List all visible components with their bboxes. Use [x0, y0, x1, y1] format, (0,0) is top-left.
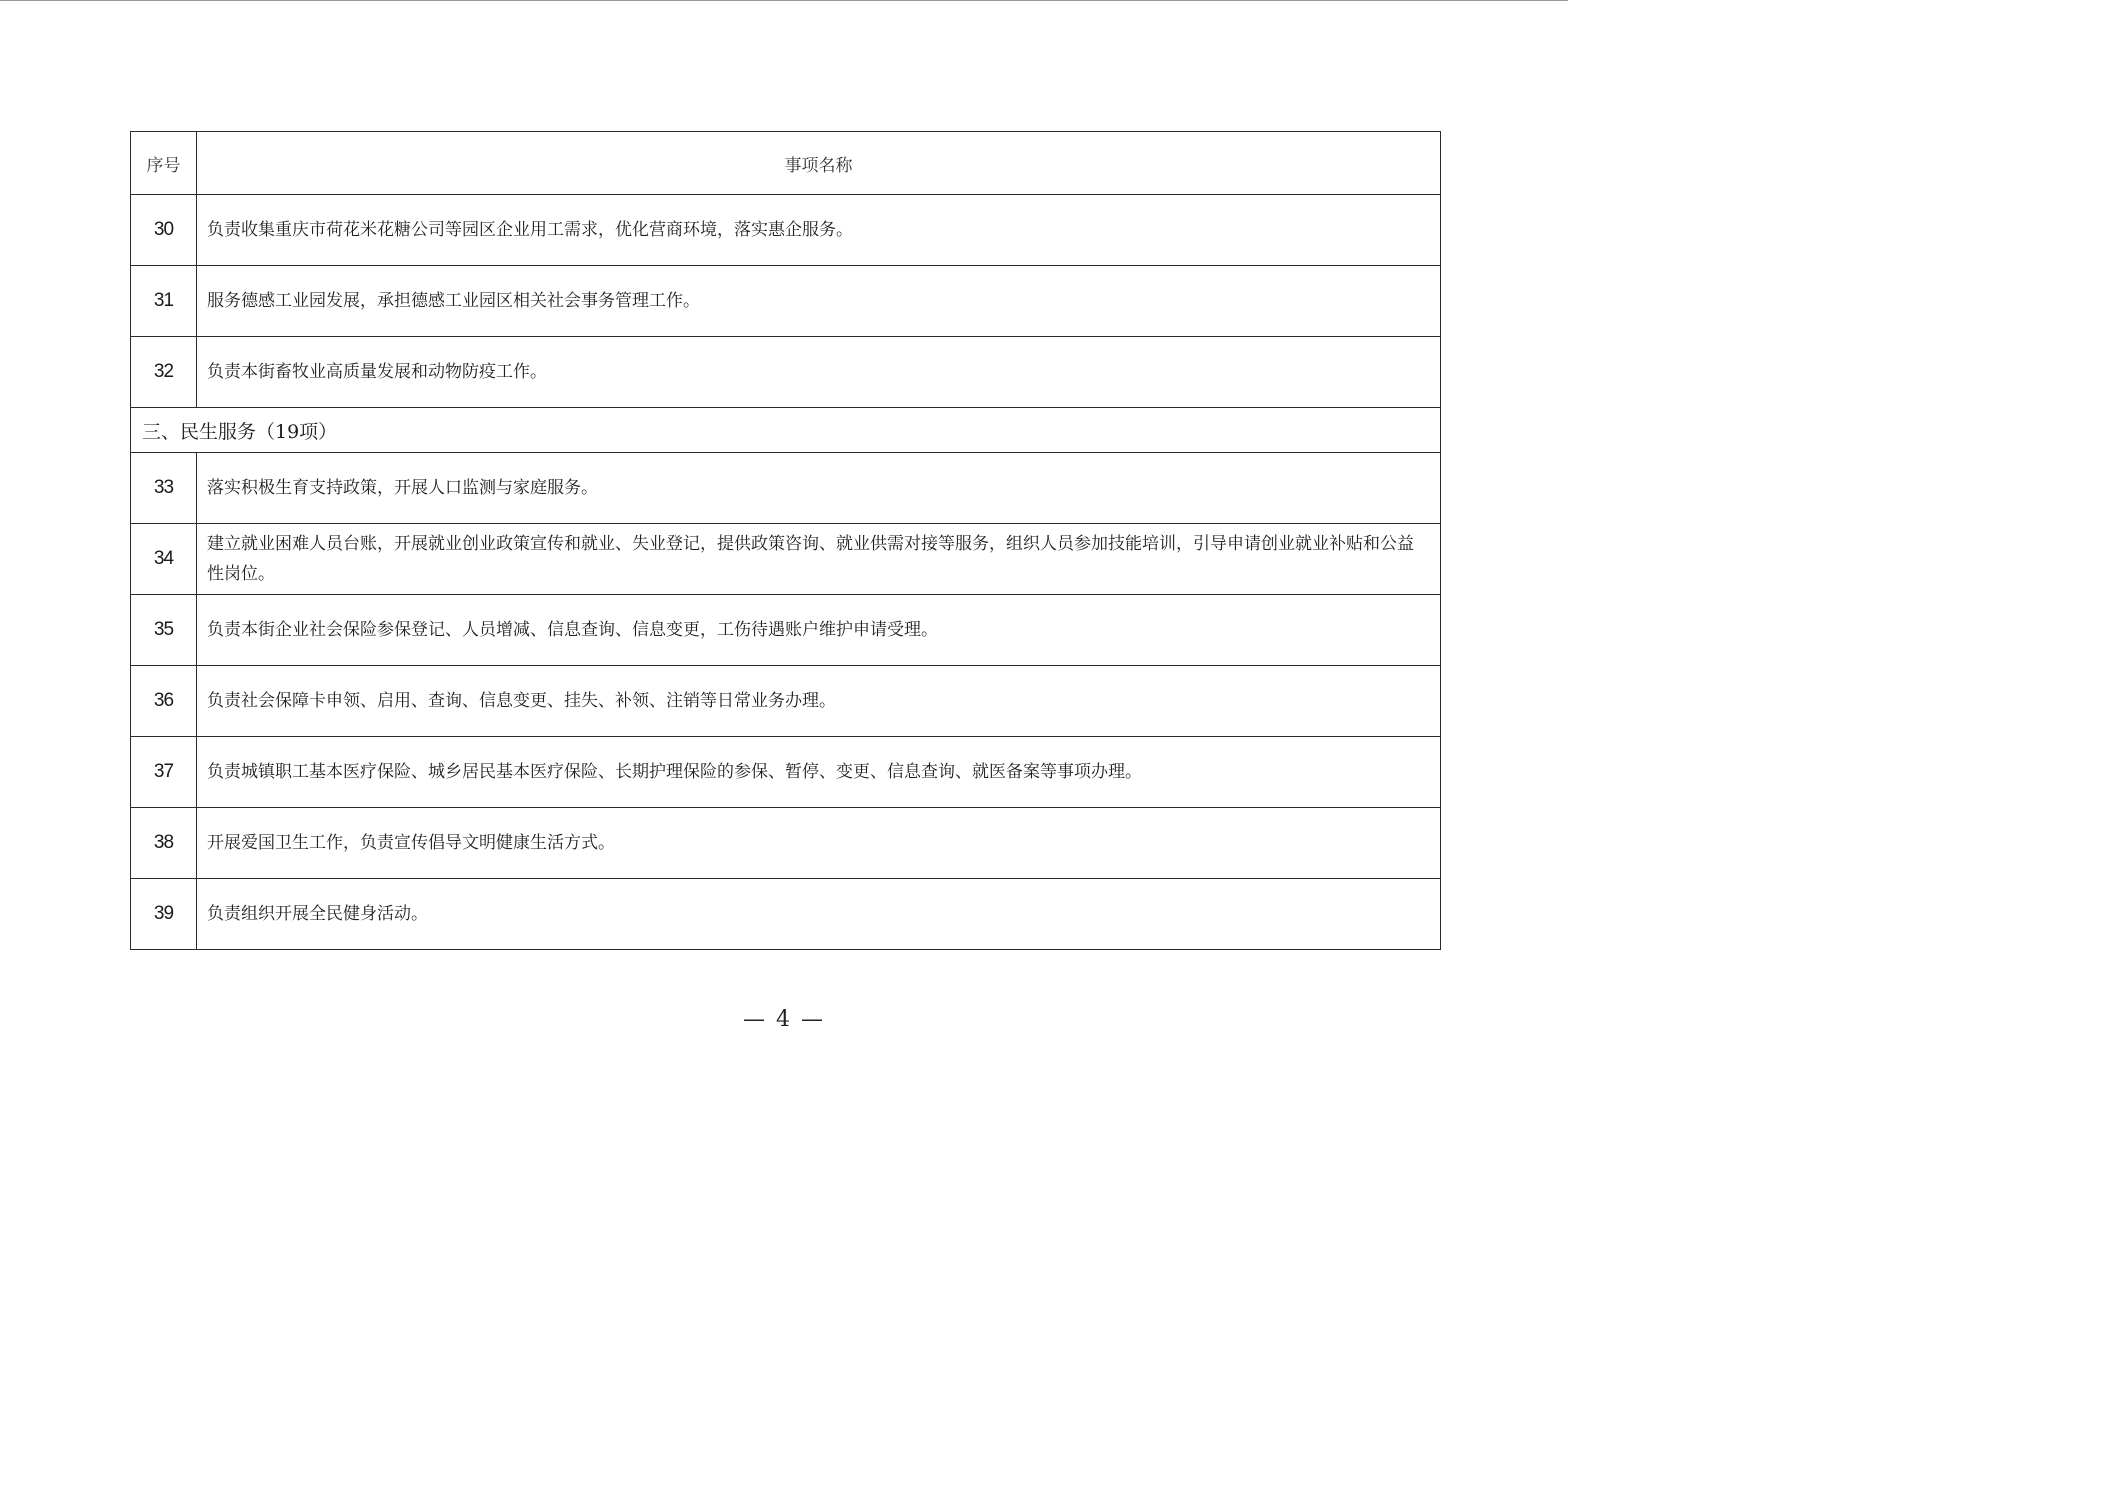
table-row [131, 808, 1441, 879]
row-item-name: 服务德感工业园发展，承担德感工业园区相关社会事务管理工作。 [197, 266, 1441, 337]
section-title: 三、民生服务（19项） [131, 408, 1441, 453]
row-item-name: 开展爱国卫生工作，负责宣传倡导文明健康生活方式。 [197, 808, 1441, 879]
row-serial-number: 35 [131, 595, 197, 666]
table-row [131, 879, 1441, 950]
table-row [131, 666, 1441, 737]
row-serial-number: 38 [131, 808, 197, 879]
table-row [131, 453, 1441, 524]
table-row [131, 337, 1441, 408]
table-row [131, 195, 1441, 266]
row-item-name: 负责社会保障卡申领、启用、查询、信息变更、挂失、补领、注销等日常业务办理。 [197, 666, 1441, 737]
header-serial-number: 序号 [131, 132, 197, 195]
row-item-name: 负责本街畜牧业高质量发展和动物防疫工作。 [197, 337, 1441, 408]
row-serial-number: 30 [131, 195, 197, 266]
table-row [131, 737, 1441, 808]
row-item-name: 建立就业困难人员台账，开展就业创业政策宣传和就业、失业登记，提供政策咨询、就业供需对接等服务，组织人员参加技能培训，引导申请创业就业补贴和公益性岗位。 [197, 524, 1441, 595]
table-body [131, 195, 1441, 950]
section-row [131, 408, 1441, 453]
row-item-name: 负责本街企业社会保险参保登记、人员增减、信息查询、信息变更，工伤待遇账户维护申请受理。 [197, 595, 1441, 666]
row-serial-number: 37 [131, 737, 197, 808]
page-number: — 4 — [743, 1007, 825, 1032]
table-row [131, 266, 1441, 337]
row-serial-number: 36 [131, 666, 197, 737]
table-row [131, 595, 1441, 666]
items-table [130, 131, 1441, 950]
row-serial-number: 34 [131, 524, 197, 595]
row-serial-number: 32 [131, 337, 197, 408]
row-item-name: 负责城镇职工基本医疗保险、城乡居民基本医疗保险、长期护理保险的参保、暂停、变更、信息查询、就医备案等事项办理。 [197, 737, 1441, 808]
header-item-name: 事项名称 [197, 132, 1441, 195]
row-item-name: 落实积极生育支持政策，开展人口监测与家庭服务。 [197, 453, 1441, 524]
row-serial-number: 39 [131, 879, 197, 950]
row-item-name: 负责收集重庆市荷花米花糖公司等园区企业用工需求，优化营商环境，落实惠企服务。 [197, 195, 1441, 266]
table-header-row [131, 132, 1441, 195]
row-serial-number: 33 [131, 453, 197, 524]
row-item-name: 负责组织开展全民健身活动。 [197, 879, 1441, 950]
row-serial-number: 31 [131, 266, 197, 337]
page-top-border [0, 0, 1568, 1]
table-row [131, 524, 1441, 595]
